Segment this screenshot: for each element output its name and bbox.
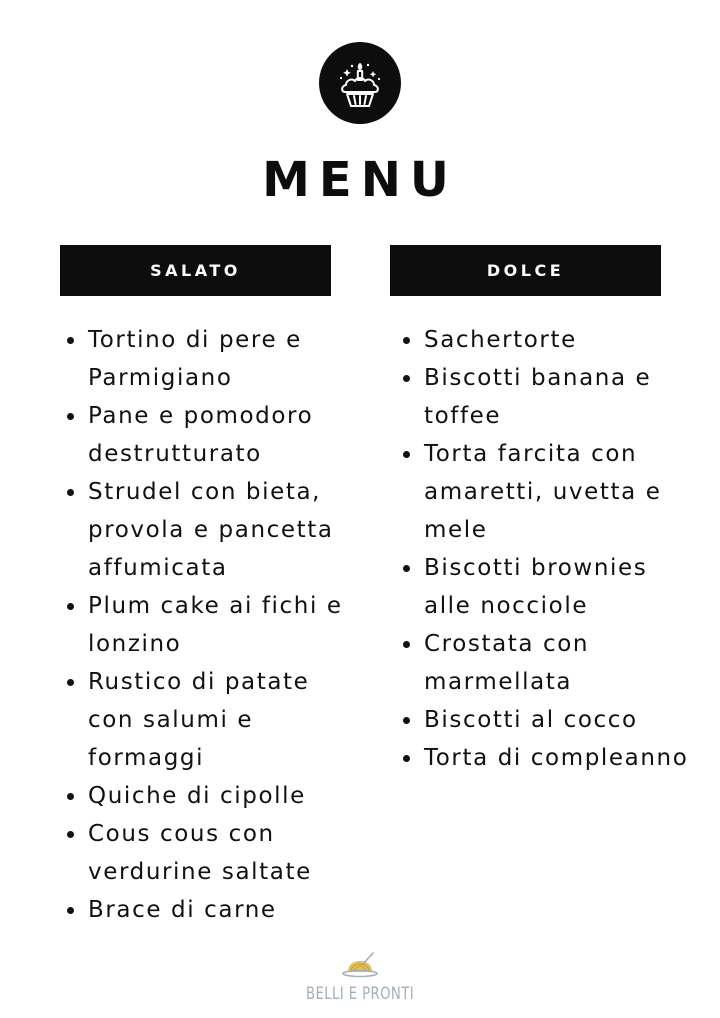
list-item: Brace di carne [60,891,350,929]
list-item: Cous cous con verdurine saltate [60,815,350,891]
cupcake-logo [319,42,401,124]
birthday-cupcake-icon [319,42,401,124]
salato-list [60,321,350,929]
list-item: Torta farcita con amaretti, uvetta e mele [396,435,696,549]
dolce-header: DOLCE [390,245,661,296]
list-item: Strudel con bieta, provola e pancetta affumicata [60,473,350,587]
list-item: Crostata con marmellata [396,625,696,701]
pasta-plate-icon [340,950,380,980]
list-item: Biscotti brownies alle nocciole [396,549,696,625]
brand-name: BELLI E PRONTI [305,984,415,1004]
list-item: Tortino di pere e Parmigiano [60,321,350,397]
list-item: Biscotti al cocco [396,701,696,739]
list-item: Plum cake ai fichi e lonzino [60,587,350,663]
list-item: Torta di compleanno [396,739,696,777]
list-item: Biscotti banana e toffee [396,359,696,435]
list-item: Sachertorte [396,321,696,359]
list-item: Rustico di patate con salumi e formaggi [60,663,350,777]
dolce-list [396,321,696,777]
list-item: Pane e pomodoro destrutturato [60,397,350,473]
salato-header: SALATO [60,245,331,296]
list-item: Quiche di cipolle [60,777,350,815]
page-title: MENU [262,152,458,208]
